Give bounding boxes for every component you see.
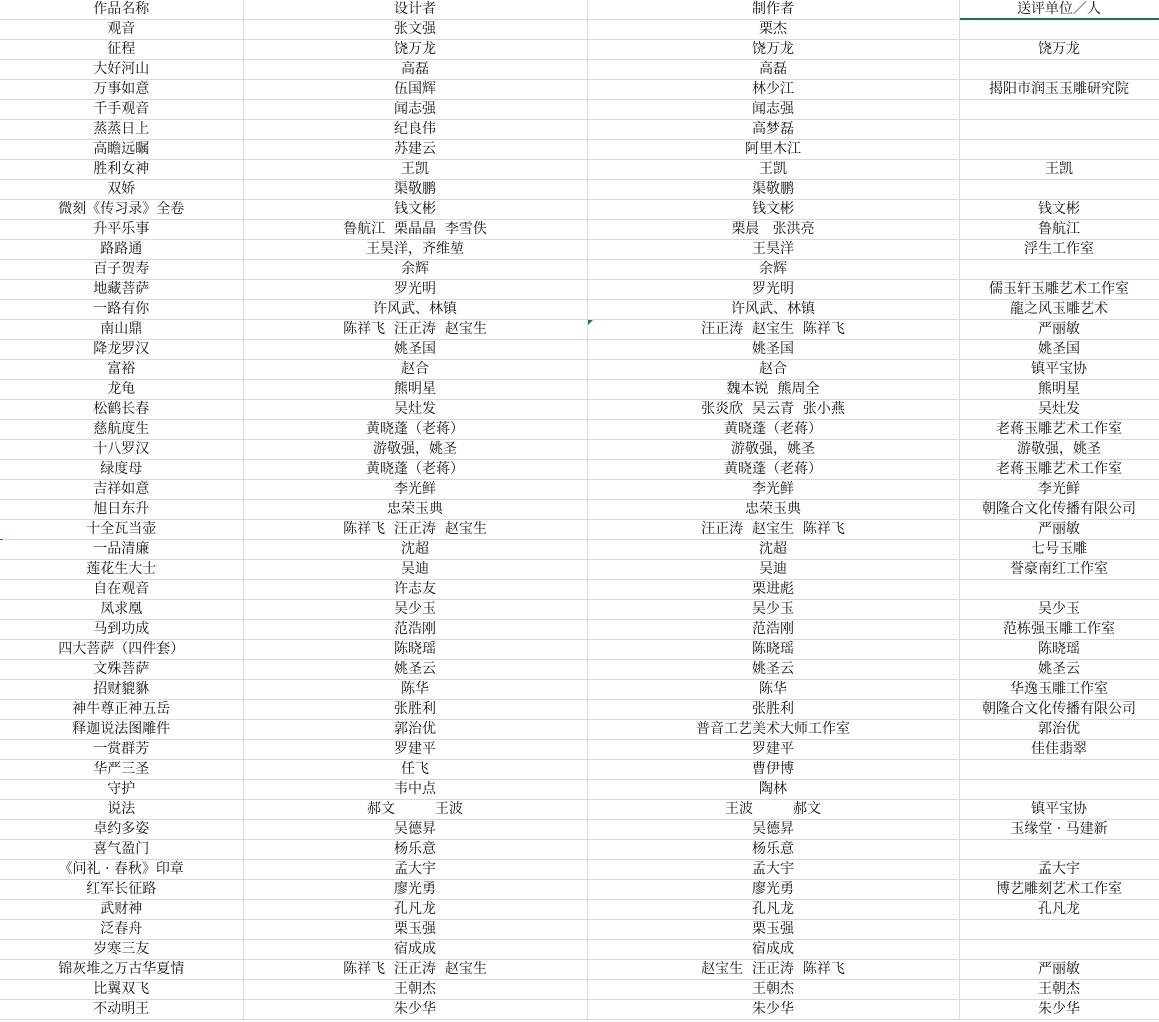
table-row [0,920,1159,940]
cell-designer[interactable]: 姚圣国 [243,340,587,360]
table-row [0,420,1159,440]
cell-submitter[interactable]: 严丽敏 [959,960,1159,980]
cell-designer[interactable]: 王凯 [243,160,587,180]
cell-work-name[interactable]: 莲花生大士 [0,560,243,580]
cell-work-name[interactable]: 绿度母 [0,460,243,480]
cell-maker[interactable]: 王波 郝文 [587,800,959,820]
cell-work-name[interactable]: 征程 [0,40,243,60]
cell-submitter[interactable]: 朱少华 [959,1000,1159,1020]
comment-indicator [588,320,593,325]
cell-maker[interactable]: 王昊洋 [587,240,959,260]
cell-designer[interactable]: 闻志强 [243,100,587,120]
cell-designer[interactable]: 沈超 [243,540,587,560]
cell-submitter[interactable] [959,260,1159,280]
cell-maker[interactable]: 王凯 [587,160,959,180]
cell-designer[interactable]: 黄晓蓬（老蒋） [243,420,587,440]
table-row [0,80,1159,100]
table-row [0,40,1159,60]
cell-designer[interactable]: 许志友 [243,580,587,600]
cell-maker[interactable]: 赵合 [587,360,959,380]
cell-maker[interactable]: 高梦磊 [587,120,959,140]
cell-submitter[interactable]: 王凯 [959,160,1159,180]
cell-submitter[interactable]: 王朝杰 [959,980,1159,1000]
cell-submitter[interactable]: 博艺雕刻艺术工作室 [959,880,1159,900]
cell-submitter[interactable]: 镇平宝协 [959,800,1159,820]
table-row [0,140,1159,160]
cell-designer[interactable]: 罗光明 [243,280,587,300]
cell-submitter[interactable]: 姚圣云 [959,660,1159,680]
cell-submitter[interactable]: 严丽敏 [959,320,1159,340]
table-row [0,120,1159,140]
cell-submitter[interactable] [959,780,1159,800]
cell-maker[interactable]: 杨乐意 [587,840,959,860]
cell-maker[interactable]: 陶林 [587,780,959,800]
cell-designer[interactable]: 陈祥飞 汪正涛 赵宝生 [243,960,587,980]
cell-designer[interactable]: 张胜利 [243,700,587,720]
cell-maker[interactable]: 黄晓蓬（老蒋） [587,420,959,440]
cell-submitter[interactable]: 熊明星 [959,380,1159,400]
cell-submitter[interactable]: 姚圣国 [959,340,1159,360]
cell-submitter[interactable]: 誉豪南红工作室 [959,560,1159,580]
cell-maker[interactable]: 孔凡龙 [587,900,959,920]
cell-maker[interactable]: 廖光勇 [587,880,959,900]
table-row [0,20,1159,40]
cell-designer[interactable]: 孟大宇 [243,860,587,880]
cell-maker[interactable]: 高磊 [587,60,959,80]
header-cell-designer[interactable]: 设计者 [243,0,587,20]
table-row [0,860,1159,880]
table-row [0,100,1159,120]
table-row [0,960,1159,980]
table-row [0,60,1159,80]
cell-designer[interactable]: 陈祥飞 汪正涛 赵宝生 [243,520,587,540]
cell-designer[interactable]: 许风武、林镇 [243,300,587,320]
table-row [0,360,1159,380]
cell-designer[interactable]: 忠荣玉典 [243,500,587,520]
table-row [0,600,1159,620]
cell-submitter[interactable]: 吴灶发 [959,400,1159,420]
cell-submitter[interactable]: 陈晓瑶 [959,640,1159,660]
cell-designer[interactable]: 吴迪 [243,560,587,580]
cell-designer[interactable]: 纪良伟 [243,120,587,140]
cell-designer[interactable]: 赵合 [243,360,587,380]
cell-submitter[interactable]: 孔凡龙 [959,900,1159,920]
cell-work-name[interactable]: 招财貔貅 [0,680,243,700]
cell-work-name[interactable]: 《问礼 · 春秋》印章 [0,860,243,880]
table-row [0,560,1159,580]
cell-designer[interactable]: 吴少玉 [243,600,587,620]
cell-submitter[interactable]: 严丽敏 [959,520,1159,540]
cell-maker[interactable]: 张炎欣 吴云青 张小燕 [587,400,959,420]
cell-work-name[interactable]: 观音 [0,20,243,40]
table-row [0,900,1159,920]
cell-designer[interactable]: 伍国辉 [243,80,587,100]
table-row [0,440,1159,460]
table-row [0,640,1159,660]
cell-submitter[interactable]: 老蒋玉雕艺术工作室 [959,420,1159,440]
cell-maker[interactable]: 张胜利 [587,700,959,720]
table-row [0,980,1159,1000]
cell-maker[interactable]: 栗进彪 [587,580,959,600]
table-row [0,460,1159,480]
cell-work-name[interactable]: 地藏菩萨 [0,280,243,300]
cell-work-name[interactable]: 守护 [0,780,243,800]
cell-maker[interactable]: 姚圣国 [587,340,959,360]
cell-submitter[interactable]: 游敬强，姚圣 [959,440,1159,460]
cell-work-name[interactable]: 凤求凰 [0,600,243,620]
cell-maker[interactable]: 余辉 [587,260,959,280]
cell-work-name[interactable]: 释迦说法图雕件 [0,720,243,740]
cell-work-name[interactable]: 一赏群芳 [0,740,243,760]
cell-maker[interactable]: 范浩刚 [587,620,959,640]
cell-submitter[interactable]: 钱文彬 [959,200,1159,220]
table-row [0,1000,1159,1020]
cell-work-name[interactable]: 路路通 [0,240,243,260]
cell-maker[interactable]: 闻志强 [587,100,959,120]
cell-submitter[interactable] [959,20,1159,40]
cell-designer[interactable]: 朱少华 [243,1000,587,1020]
cell-work-name[interactable]: 胜利女神 [0,160,243,180]
table-row [0,520,1159,540]
table-row [0,660,1159,680]
cell-work-name[interactable]: 一路有你 [0,300,243,320]
table-row [0,480,1159,500]
cell-work-name[interactable]: 喜气盈门 [0,840,243,860]
cell-maker[interactable]: 游敬强，姚圣 [587,440,959,460]
cell-maker[interactable]: 林少江 [587,80,959,100]
cell-work-name[interactable]: 十八罗汉 [0,440,243,460]
cell-maker[interactable]: 栗杰 [587,20,959,40]
cell-submitter[interactable] [959,120,1159,140]
table-row [0,700,1159,720]
cell-submitter[interactable]: 七号玉雕 [959,540,1159,560]
cell-work-name[interactable]: 高瞻远瞩 [0,140,243,160]
cell-designer[interactable]: 熊明星 [243,380,587,400]
table-row [0,740,1159,760]
cell-submitter[interactable]: 李光鲜 [959,480,1159,500]
cell-work-name[interactable]: 一品清廉 [0,540,243,560]
cell-designer[interactable]: 吴德昇 [243,820,587,840]
table-row [0,320,1159,340]
cell-maker[interactable]: 陈华 [587,680,959,700]
cell-submitter[interactable] [959,840,1159,860]
table-row [0,380,1159,400]
cell-work-name[interactable]: 双娇 [0,180,243,200]
cell-maker[interactable]: 宿成成 [587,940,959,960]
header-cell-maker[interactable]: 制作者 [587,0,959,20]
cell-maker[interactable]: 栗玉强 [587,920,959,940]
cell-designer[interactable]: 李光鲜 [243,480,587,500]
cell-designer[interactable]: 郝文 王波 [243,800,587,820]
table-row [0,780,1159,800]
table-row [0,180,1159,200]
cell-selection-border [960,18,1159,20]
table-row [0,200,1159,220]
table-row [0,220,1159,240]
table-row [0,880,1159,900]
cell-work-name[interactable]: 神牛尊正神五岳 [0,700,243,720]
cell-designer[interactable]: 王朝杰 [243,980,587,1000]
cell-work-name[interactable]: 不动明王 [0,1000,243,1020]
cell-maker[interactable]: 饶万龙 [587,40,959,60]
cell-work-name[interactable]: 大好河山 [0,60,243,80]
cell-maker[interactable]: 孟大宇 [587,860,959,880]
table-row [0,580,1159,600]
cell-designer[interactable]: 吴灶发 [243,400,587,420]
cell-work-name[interactable]: 说法 [0,800,243,820]
cell-submitter[interactable] [959,140,1159,160]
cell-designer[interactable]: 苏建云 [243,140,587,160]
cell-maker[interactable]: 沈超 [587,540,959,560]
cell-designer[interactable]: 范浩刚 [243,620,587,640]
cell-maker[interactable]: 许风武、林镇 [587,300,959,320]
cell-work-name[interactable]: 蒸蒸日上 [0,120,243,140]
cell-designer[interactable]: 宿成成 [243,940,587,960]
cell-work-name[interactable]: 锦灰堆之万古华夏情 [0,960,243,980]
table-row [0,620,1159,640]
cell-submitter[interactable]: 饶万龙 [959,40,1159,60]
cell-work-name[interactable]: 文殊菩萨 [0,660,243,680]
table-row [0,820,1159,840]
cell-designer[interactable]: 余辉 [243,260,587,280]
table-row [0,260,1159,280]
cell-maker[interactable]: 王朝杰 [587,980,959,1000]
cell-submitter[interactable]: 朝隆合文化传播有限公司 [959,500,1159,520]
cell-designer[interactable]: 鲁航江 栗晶晶 李雪佚 [243,220,587,240]
cell-designer[interactable]: 姚圣云 [243,660,587,680]
cell-submitter[interactable] [959,100,1159,120]
cell-designer[interactable]: 渠敬鹏 [243,180,587,200]
table-row [0,160,1159,180]
cell-submitter[interactable] [959,760,1159,780]
cell-work-name[interactable]: 百子贺寿 [0,260,243,280]
cell-work-name[interactable]: 升平乐事 [0,220,243,240]
cell-work-name[interactable]: 富裕 [0,360,243,380]
cell-maker[interactable]: 罗建平 [587,740,959,760]
cell-work-name[interactable]: 慈航度生 [0,420,243,440]
table-row [0,840,1159,860]
cell-work-name[interactable]: 龙龟 [0,380,243,400]
cell-maker[interactable]: 忠荣玉典 [587,500,959,520]
table-row [0,500,1159,520]
cell-maker[interactable]: 钱文彬 [587,200,959,220]
cell-designer[interactable]: 王昊洋，齐维堃 [243,240,587,260]
cell-designer[interactable]: 高磊 [243,60,587,80]
table-row [0,680,1159,700]
cell-designer[interactable]: 陈祥飞 汪正涛 赵宝生 [243,320,587,340]
cell-designer[interactable]: 廖光勇 [243,880,587,900]
cell-work-name[interactable]: 千手观音 [0,100,243,120]
table-row [0,400,1159,420]
table-row [0,760,1159,780]
cell-designer[interactable]: 杨乐意 [243,840,587,860]
cell-maker[interactable]: 朱少华 [587,1000,959,1020]
cell-designer[interactable]: 陈晓瑶 [243,640,587,660]
cell-submitter[interactable]: 华逸玉雕工作室 [959,680,1159,700]
cell-work-name[interactable]: 自在观音 [0,580,243,600]
cell-maker[interactable]: 陈晓瑶 [587,640,959,660]
cell-designer[interactable]: 任飞 [243,760,587,780]
cell-submitter[interactable]: 范栋强玉雕工作室 [959,620,1159,640]
cell-submitter[interactable]: 镇平宝协 [959,360,1159,380]
cell-submitter[interactable] [959,580,1159,600]
table-row [0,340,1159,360]
cell-designer[interactable]: 孔凡龙 [243,900,587,920]
cell-maker[interactable]: 罗光明 [587,280,959,300]
table-row [0,300,1159,320]
cell-work-name[interactable]: 十全瓦当壶 [0,520,243,540]
cell-work-name[interactable]: 红军长征路 [0,880,243,900]
cell-work-name[interactable]: 岁寒三友 [0,940,243,960]
cell-maker[interactable]: 吴迪 [587,560,959,580]
header-cell-submitter[interactable]: 送评单位／人 [959,0,1159,20]
table-row [0,940,1159,960]
cell-submitter[interactable]: 佳佳翡翠 [959,740,1159,760]
cell-work-name[interactable]: 泛春舟 [0,920,243,940]
cell-submitter[interactable] [959,920,1159,940]
cell-maker[interactable]: 阿里木江 [587,140,959,160]
cell-submitter[interactable] [959,940,1159,960]
cell-maker[interactable]: 赵宝生 汪正涛 陈祥飞 [587,960,959,980]
table-row [0,540,1159,560]
table-row [0,280,1159,300]
cell-work-name[interactable]: 吉祥如意 [0,480,243,500]
header-row [0,0,1159,20]
cell-maker[interactable]: 栗晨 张洪亮 [587,220,959,240]
cell-maker[interactable]: 曹伊博 [587,760,959,780]
cell-submitter[interactable]: 龍之风玉雕艺术 [959,300,1159,320]
row-edge-marker [0,539,3,540]
cell-submitter[interactable]: 朝隆合文化传播有限公司 [959,700,1159,720]
cell-submitter[interactable]: 儒玉轩玉雕艺术工作室 [959,280,1159,300]
cell-maker[interactable]: 黄晓蓬（老蒋） [587,460,959,480]
cell-submitter[interactable] [959,180,1159,200]
cell-work-name[interactable]: 南山鼎 [0,320,243,340]
cell-work-name[interactable]: 卓约多姿 [0,820,243,840]
cell-submitter[interactable]: 玉缘堂 · 马建新 [959,820,1159,840]
cell-submitter[interactable]: 孟大宇 [959,860,1159,880]
cell-submitter[interactable]: 吴少玉 [959,600,1159,620]
cell-work-name[interactable]: 武财神 [0,900,243,920]
cell-submitter[interactable]: 郭治优 [959,720,1159,740]
cell-designer[interactable]: 钱文彬 [243,200,587,220]
cell-submitter[interactable]: 揭阳市润玉玉雕研究院 [959,80,1159,100]
cell-designer[interactable]: 饶万龙 [243,40,587,60]
cell-designer[interactable]: 游敬强，姚圣 [243,440,587,460]
cell-work-name[interactable]: 降龙罗汉 [0,340,243,360]
cell-designer[interactable]: 陈华 [243,680,587,700]
cell-maker[interactable]: 普音工艺美术大师工作室 [587,720,959,740]
cell-maker[interactable]: 汪正涛 赵宝生 陈祥飞 [587,320,959,340]
cell-designer[interactable]: 黄晓蓬（老蒋） [243,460,587,480]
cell-maker[interactable]: 李光鲜 [587,480,959,500]
cell-designer[interactable]: 韦中点 [243,780,587,800]
cell-work-name[interactable]: 微刻《传习录》全卷 [0,200,243,220]
cell-work-name[interactable]: 旭日东升 [0,500,243,520]
cell-work-name[interactable]: 华严三圣 [0,760,243,780]
cell-maker[interactable]: 渠敬鹏 [587,180,959,200]
cell-work-name[interactable]: 万事如意 [0,80,243,100]
cell-designer[interactable]: 罗建平 [243,740,587,760]
cell-work-name[interactable]: 马到功成 [0,620,243,640]
cell-designer[interactable]: 栗玉强 [243,920,587,940]
table-row [0,720,1159,740]
header-cell-work-name[interactable]: 作品名称 [0,0,243,20]
cell-submitter[interactable]: 鲁航江 [959,220,1159,240]
table-body [0,20,1159,1020]
cell-work-name[interactable]: 比翼双飞 [0,980,243,1000]
cell-maker[interactable]: 魏本锐 熊周全 [587,380,959,400]
cell-submitter[interactable]: 老蒋玉雕艺术工作室 [959,460,1159,480]
cell-work-name[interactable]: 松鹤长春 [0,400,243,420]
cell-maker[interactable]: 吴少玉 [587,600,959,620]
cell-maker[interactable]: 吴德昇 [587,820,959,840]
cell-designer[interactable]: 张文强 [243,20,587,40]
cell-submitter[interactable] [959,60,1159,80]
cell-submitter[interactable]: 浮生工作室 [959,240,1159,260]
cell-maker[interactable]: 姚圣云 [587,660,959,680]
table-row [0,800,1159,820]
cell-designer[interactable]: 郭治优 [243,720,587,740]
cell-work-name[interactable]: 四大菩萨（四件套） [0,640,243,660]
table-row [0,240,1159,260]
cell-maker[interactable]: 汪正涛 赵宝生 陈祥飞 [587,520,959,540]
